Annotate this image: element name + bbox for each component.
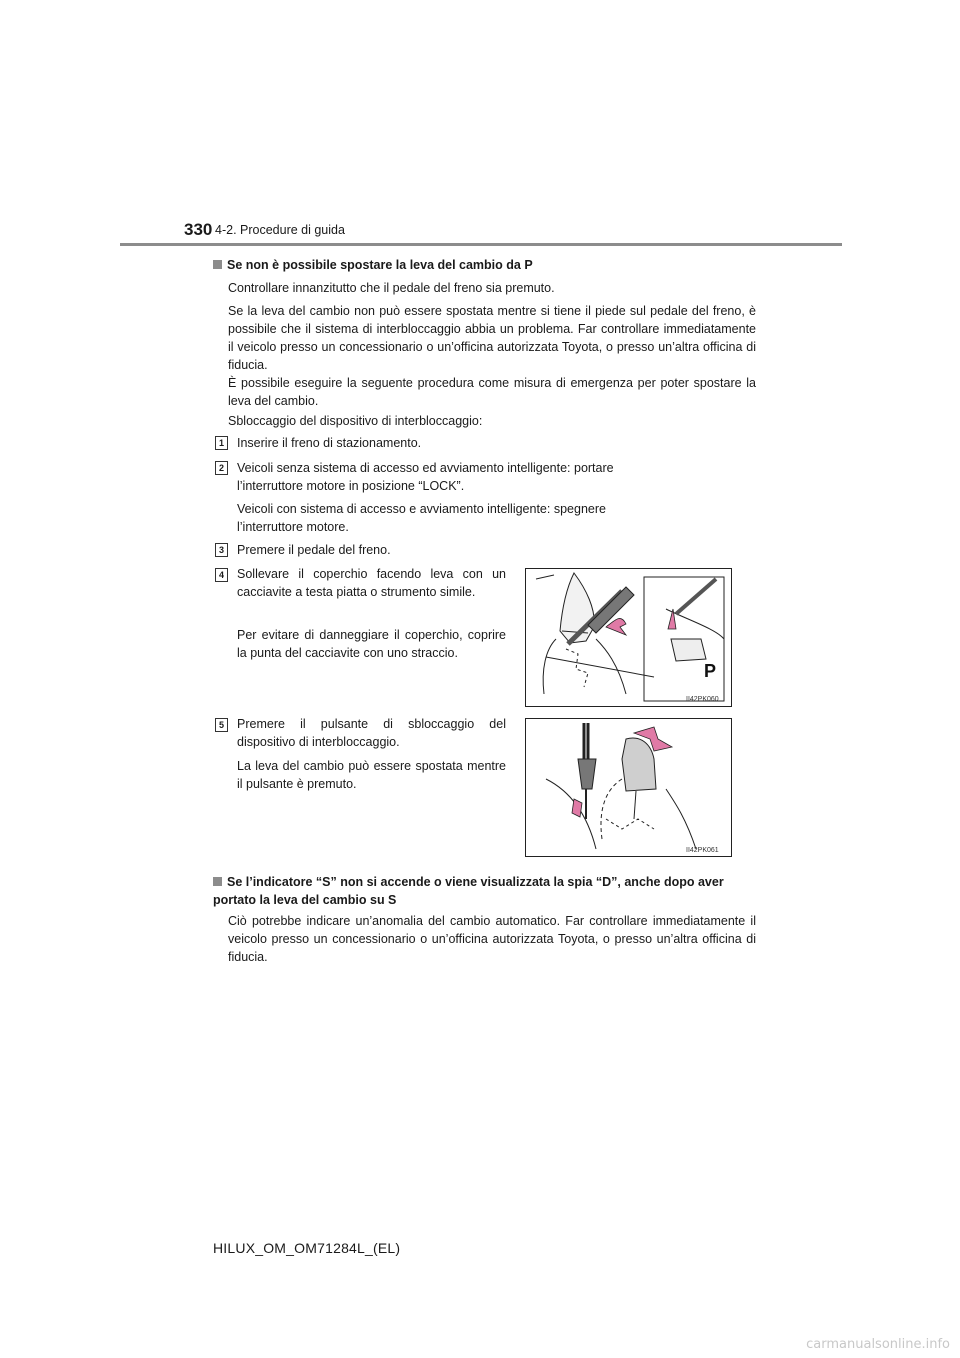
step-number-2: 2 xyxy=(215,461,228,475)
paragraph: Sbloccaggio del dispositivo di interbloccaggio: xyxy=(228,414,483,428)
heading-text: Se non è possibile spostare la leva del cambio da P xyxy=(227,258,533,272)
step-number-3: 3 xyxy=(215,543,228,557)
step-text: La leva del cambio può essere spostata mentre il pulsante è premuto. xyxy=(237,759,506,791)
gear-label-p: P xyxy=(704,661,717,681)
paragraph: È possibile eseguire la seguente procedura come misura di emergenza per poter spostare la leva del cambio. xyxy=(228,376,756,408)
step-number-1: 1 xyxy=(215,436,228,450)
figure-release-button xyxy=(525,718,732,857)
interlock-release-illustration xyxy=(526,719,731,856)
figure-code: II42PK061 xyxy=(686,847,719,854)
square-bullet-icon xyxy=(213,877,222,886)
figure-screwdriver-cover xyxy=(525,568,732,707)
paragraph: Controllare innanzitutto che il pedale del freno sia premuto. xyxy=(228,281,555,295)
paragraph: Se la leva del cambio non può essere spostata mentre si tiene il piede sul pedale del freno, è possibile che il sistema di interbloccaggio abbia un problema. Far controllare immediatamente il veicolo presso un concessionario o un’officina autorizzata Toyota, o presso un’altra officina di fiducia. xyxy=(228,304,756,372)
step-number-4: 4 xyxy=(215,568,228,582)
document-id: HILUX_OM_OM71284L_(EL) xyxy=(213,1240,401,1256)
section-title: 4-2. Procedure di guida xyxy=(215,223,345,237)
step-text: Veicoli con sistema di accesso e avviamento intelligente: spegnere l’interruttore motore. xyxy=(237,502,606,534)
header-rule xyxy=(120,243,842,246)
section-heading-s-indicator xyxy=(213,873,743,909)
step-text: Sollevare il coperchio facendo leva con un cacciavite a testa piatta o strumento simile. xyxy=(237,567,506,599)
square-bullet-icon xyxy=(213,260,222,269)
page-number: 330 xyxy=(184,220,213,239)
step-text: Inserire il freno di stazionamento. xyxy=(237,436,422,450)
step-text: Veicoli senza sistema di accesso ed avviamento intelligente: portare l’interruttore motore in posizione “LOCK”. xyxy=(237,461,614,493)
watermark: carmanualsonline.info xyxy=(806,1337,950,1352)
shift-lever-cover-illustration xyxy=(526,569,731,706)
step-text: Premere il pulsante di sbloccaggio del dispositivo di interbloccaggio. xyxy=(237,717,506,749)
step-text: Premere il pedale del freno. xyxy=(237,543,391,557)
step-number-5: 5 xyxy=(215,718,228,732)
paragraph: Ciò potrebbe indicare un’anomalia del cambio automatico. Far controllare immediatamente il veicolo presso un concessionario o un’officina autorizzata Toyota, o presso un’altra officina di fiducia. xyxy=(228,914,756,964)
figure-code: II42PK060 xyxy=(686,696,719,703)
section-heading-shift-lever xyxy=(213,256,743,274)
step-text: Per evitare di danneggiare il coperchio, coprire la punta del cacciavite con uno straccio. xyxy=(237,628,506,660)
heading-text: Se l’indicatore “S” non si accende o viene visualizzata la spia “D”, anche dopo aver portato la leva del cambio su S xyxy=(213,875,724,907)
